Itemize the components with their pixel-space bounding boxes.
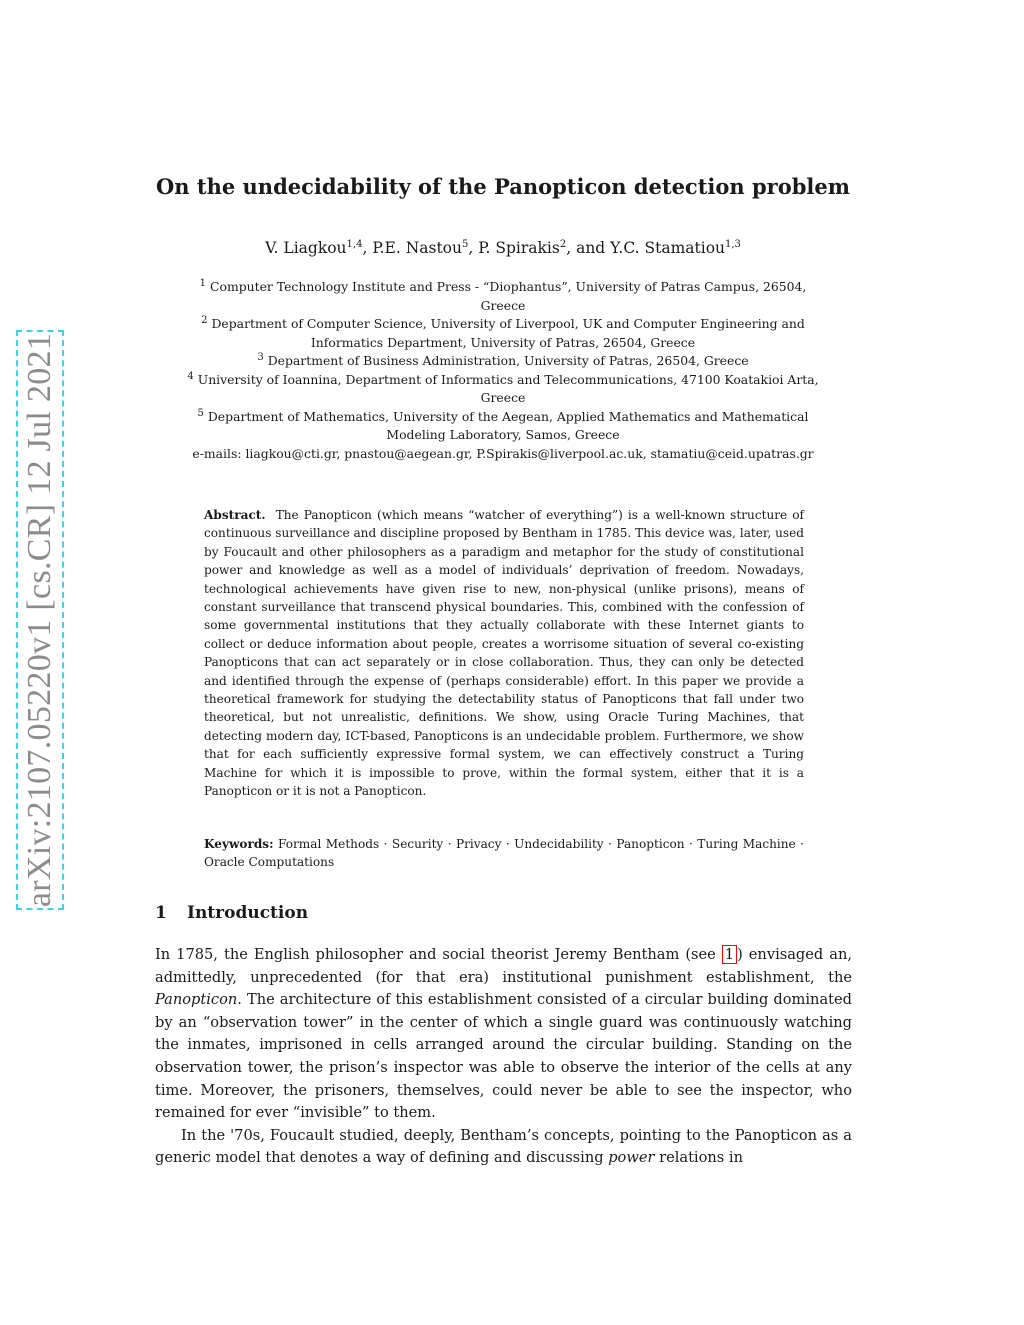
- affiliation-cont: Greece: [480, 297, 526, 313]
- author: Y.C. Stamatiou$^{1,3}$: [610, 238, 741, 257]
- citation-link[interactable]: 1: [722, 945, 737, 964]
- abstract: [204, 506, 804, 801]
- author: V. Liagkou$^{1,4}$,: [265, 238, 373, 257]
- affiliation: $^3$ Department of Business Administration, University of Patras, 26504, Greece: [257, 351, 749, 368]
- keywords-label: Keywords:: [204, 837, 274, 851]
- affiliations: [150, 278, 856, 463]
- arxiv-stamp[interactable]: [16, 330, 64, 910]
- abstract-text: The Panopticon (which means “watcher of everything”) is a well-known structure of continuous surveillance and discipline proposed by Bentham in 1785. This device was, later, used by Foucault and other philosophers as a paradigm and metaphor for the study of constitutional power and knowledge as well as a model of individuals’ deprivation of freedom. Nowadays, technological achievements have given rise to new, non-physical (unlike prisons), means of constant surveillance that transcend physical boundaries. This, combined with the confession of some governmental institutions that they actually collaborate with these Internet giants to collect or deduce information about people, creates a worrisome situation of several co-existing Panopticons that can act separately or in close collaboration. Thus, they can only be detected and identified through the expense of (perhaps considerable) effort. In this paper we provide a theoretical framework for studying the detectability status of Panopticons that fall under two theoretical, but not unrealistic, definitions. We show, using Oracle Turing Machines, that detecting modern day, ICT-based, Panopticons is an undecidable problem. Furthermore, we show that for each sufficiently expressive formal system, we can effectively construct a Turing Machine for which it is impossible to prove, within the formal system, either that it is a Panopticon or it is not a Panopticon.: [204, 508, 804, 799]
- affiliation: $^4$ University of Ioannina, Department of Informatics and Telecommunications, 47100 Koatakioi Arta,: [187, 370, 819, 387]
- abstract-label: Abstract.: [204, 508, 266, 522]
- emails: e-mails: liagkou@cti.gr, pnastou@aegean.gr, P.Spirakis@liverpool.ac.uk, stamatiu@ceid.upatras.gr: [192, 445, 814, 461]
- paragraph: In the '70s, Foucault studied, deeply, Bentham’s concepts, pointing to the Panopticon as a generic model that denotes a way of defining and discussing power relations in: [155, 1126, 852, 1167]
- keywords-text: Formal Methods · Security · Privacy · Undecidability · Panopticon · Turing Machine · Oracle Computations: [204, 837, 804, 870]
- author: P. Spirakis$^2$, and: [478, 238, 611, 257]
- section-heading: [155, 903, 308, 923]
- affiliation-cont: Modeling Laboratory, Samos, Greece: [386, 427, 620, 442]
- affiliation-cont: Informatics Department, University of Patras, 26504, Greece: [310, 334, 696, 350]
- arxiv-id: arXiv:2107.05220v1 [cs.CR] 12 Jul 2021: [21, 332, 59, 908]
- author-list: [0, 239, 1006, 257]
- intro-body: [155, 944, 852, 1170]
- affiliation-cont: Greece: [480, 390, 526, 405]
- author: P.E. Nastou$^5$,: [372, 238, 479, 257]
- keywords: [204, 835, 804, 872]
- paragraph: In 1785, the English philosopher and social theorist Jeremy Bentham (see 1 ) envisaged an, admittedly, unprecedented (for that era) institutional punishment establishment, the Panopticon. The architecture of this establishment consisted of a circular building dominated by an “observation tower” in the center of which a single guard was continuously watching the inmates, imprisoned in cells arranged around the circular building. Standing on the observation tower, the prison’s inspector was able to observe the interior of the cells at any time. Moreover, the prisoners, themselves, could never be able to see the inspector, who remained for ever “invisible” to them.: [155, 946, 852, 1122]
- paper-title: On the undecidability of the Panopticon detection problem: [156, 174, 850, 199]
- affiliation: $^1$ Computer Technology Institute and Press - “Diophantus”, University of Patras Campus, 26504,: [199, 277, 807, 294]
- section-title: Introduction: [187, 903, 309, 923]
- section-number: 1: [155, 903, 167, 923]
- affiliation: $^5$ Department of Mathematics, University of the Aegean, Applied Mathematics and Mathematical: [197, 407, 809, 424]
- affiliation: $^2$ Department of Computer Science, University of Liverpool, UK and Computer Engineering and: [201, 314, 805, 331]
